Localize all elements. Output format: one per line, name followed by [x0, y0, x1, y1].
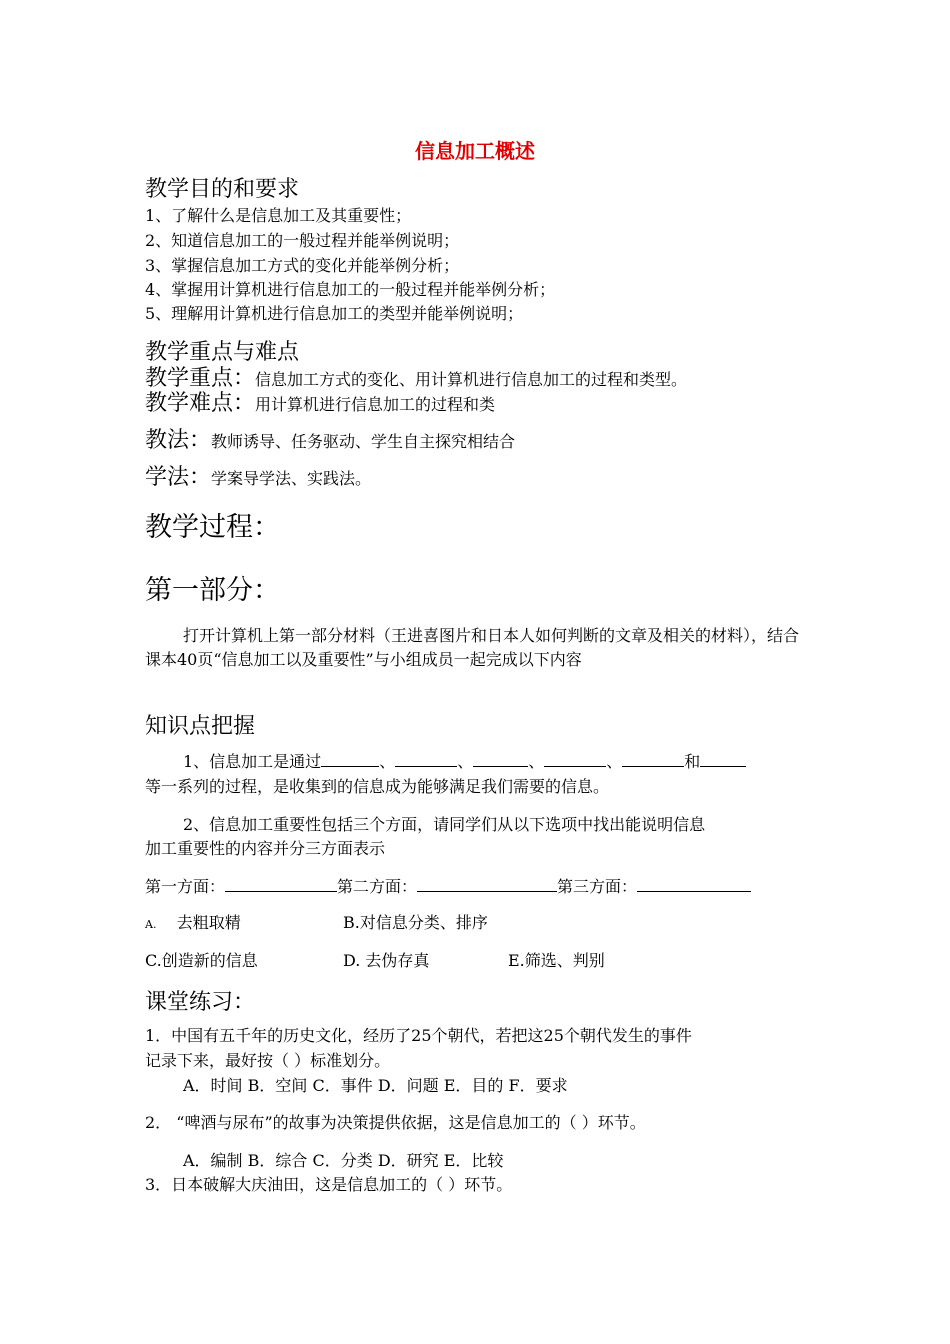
teaching-method-label: 教法：: [145, 428, 212, 453]
separator: 、: [457, 752, 474, 771]
option-a-text: 去粗取精: [176, 913, 241, 932]
objective-item: 3、掌握信息加工方式的变化并能举例分析；: [145, 256, 460, 275]
knowledge-heading: 知识点把握: [145, 714, 256, 739]
difficulty-line: [145, 386, 495, 417]
option-a-letter: A.: [145, 918, 157, 931]
answer-blank[interactable]: [700, 750, 746, 767]
aspect1-blank[interactable]: [225, 875, 337, 892]
exercise-q2-options: A．编制 B．综合 C．分类 D．研究 E．比较: [183, 1151, 504, 1170]
difficulty-label: 教学难点：: [145, 391, 256, 416]
separator: 、: [528, 752, 545, 771]
exercise-q2: 2． “啤酒与尿布”的故事为决策提供依据，这是信息加工的（ ）环节。: [145, 1113, 646, 1132]
keypoints-heading: 教学重点与难点: [145, 340, 300, 365]
aspect2-label: 第二方面：: [337, 877, 418, 896]
knowledge-q1-line2: 等一系列的过程，是收集到的信息成为能够满足我们需要的信息。: [145, 777, 610, 796]
process-heading: 教学过程：: [145, 512, 280, 543]
option-e: E.筛选、判别: [508, 951, 605, 970]
knowledge-q2-line2: 加工重要性的内容并分三方面表示: [145, 839, 386, 858]
part1-heading: 第一部分：: [145, 575, 280, 606]
objectives-heading: 教学目的和要求: [145, 177, 300, 202]
aspect2-blank[interactable]: [417, 875, 557, 892]
exercise-q1-options: A．时间 B．空间 C．事件 D．问题 E．目的 F．要求: [183, 1076, 568, 1095]
learning-method-text: 学案导学法、实践法。: [211, 469, 372, 488]
document-title: 信息加工概述: [415, 139, 535, 163]
teaching-method-text: 教师诱导、任务驱动、学生自主探究相结合: [211, 432, 516, 451]
focus-text: 信息加工方式的变化、用计算机进行信息加工的过程和类型。: [255, 370, 688, 389]
answer-blank[interactable]: [544, 750, 606, 767]
part1-intro: 打开计算机上第一部分材料（王进喜图片和日本人如何判断的文章及相关的材料），结合课本40页“信息加工以及重要性”与小组成员一起完成以下内容: [145, 626, 800, 669]
aspects-line: [145, 874, 751, 897]
option-d: D. 去伪存真: [343, 951, 430, 970]
answer-blank[interactable]: [395, 750, 457, 767]
focus-label: 教学重点：: [145, 366, 256, 391]
option-b: B.对信息分类、排序: [343, 913, 488, 932]
q1-prefix: 1、信息加工是通过: [183, 752, 322, 771]
answer-blank[interactable]: [622, 750, 684, 767]
learning-method-label: 学法：: [145, 465, 212, 490]
exercise-q1-line1: 1．中国有五千年的历史文化，经历了25个朝代，若把这25个朝代发生的事件: [145, 1026, 692, 1045]
exercise-q3: 3．日本破解大庆油田，这是信息加工的（ ）环节。: [145, 1175, 513, 1194]
exercise-q1-line2: 记录下来，最好按（ ）标准划分。: [145, 1051, 391, 1070]
difficulty-text: 用计算机进行信息加工的过程和类: [255, 395, 496, 414]
objective-item: 1、了解什么是信息加工及其重要性；: [145, 206, 412, 225]
knowledge-q2-line1: 2、信息加工重要性包括三个方面，请同学们从以下选项中找出能说明信息: [183, 815, 706, 834]
knowledge-q1-line1: [183, 749, 746, 772]
aspect3-label: 第三方面：: [557, 877, 638, 896]
and-word: 和: [684, 752, 701, 771]
answer-blank[interactable]: [473, 750, 528, 767]
aspect3-blank[interactable]: [637, 875, 751, 892]
teaching-method-line: [145, 423, 515, 454]
learning-method-line: [145, 460, 371, 491]
aspect1-label: 第一方面：: [145, 877, 226, 896]
option-a: [145, 910, 241, 933]
objective-item: 5、理解用计算机进行信息加工的类型并能举例说明；: [145, 304, 524, 323]
separator: 、: [379, 752, 396, 771]
objective-item: 4、掌握用计算机进行信息加工的一般过程并能举例分析；: [145, 280, 556, 299]
separator: 、: [606, 752, 623, 771]
objective-item: 2、知道信息加工的一般过程并能举例说明；: [145, 231, 460, 250]
exercise-heading: 课堂练习：: [145, 990, 256, 1015]
option-c: C.创造新的信息: [145, 951, 258, 970]
answer-blank[interactable]: [321, 750, 379, 767]
